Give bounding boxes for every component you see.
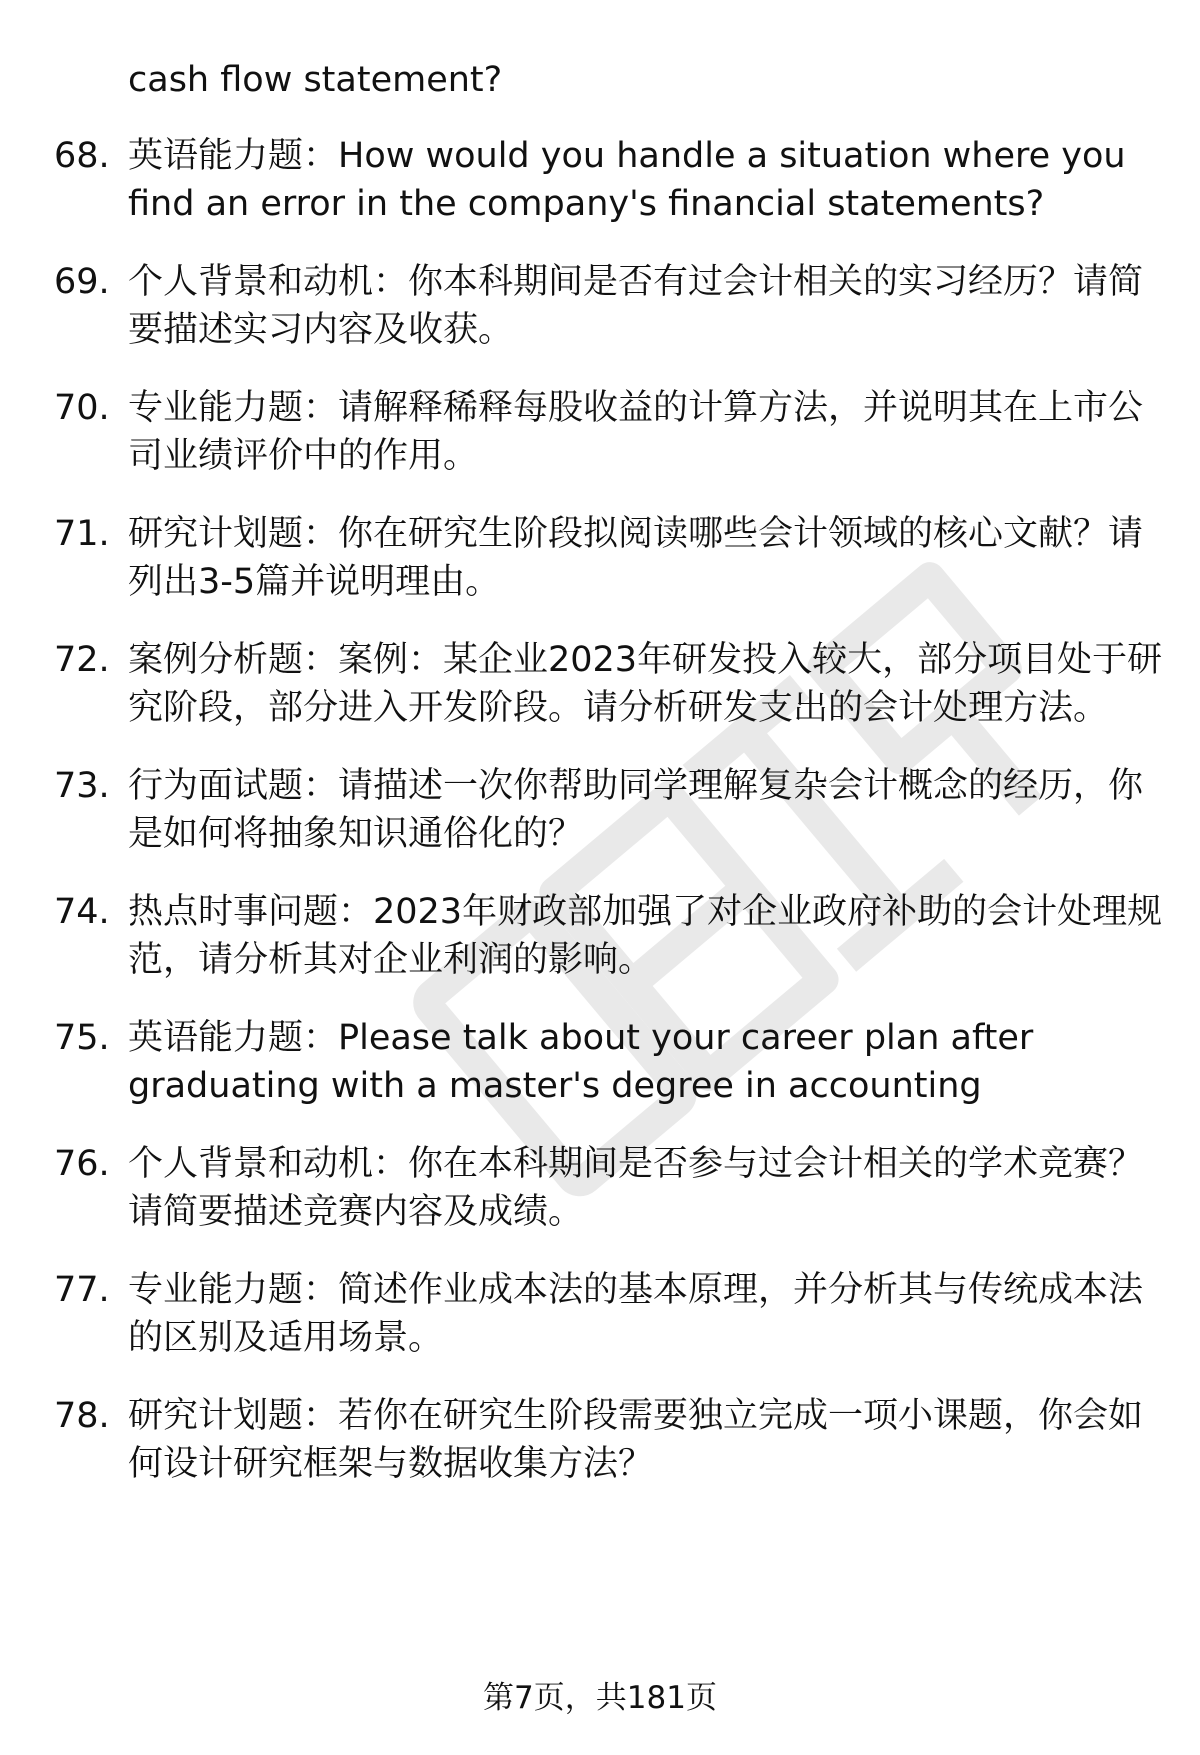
question-item	[0, 510, 1200, 606]
question-item	[0, 1014, 1200, 1110]
question-list	[0, 132, 1200, 1518]
question-text: 英语能力题：How would you handle a situation where you find an error in the company's financial statements?	[128, 136, 1126, 224]
question-text: 研究计划题：你在研究生阶段拟阅读哪些会计领域的核心文献？请列出3-5篇并说明理由。	[128, 514, 1144, 602]
question-item	[0, 1392, 1200, 1488]
page-number-footer: 第7页，共181页	[483, 1680, 717, 1716]
question-number: 75.	[54, 1018, 110, 1058]
question-number: 78.	[54, 1396, 110, 1436]
question-number: 71.	[54, 514, 110, 554]
question-item	[0, 258, 1200, 354]
question-number: 68.	[54, 136, 110, 176]
question-text: 个人背景和动机：你在本科期间是否参与过会计相关的学术竞赛？请简要描述竞赛内容及成绩。	[128, 1144, 1144, 1232]
question-text: 行为面试题：请描述一次你帮助同学理解复杂会计概念的经历，你是如何将抽象知识通俗化的？	[128, 766, 1144, 854]
question-number: 74.	[54, 892, 110, 932]
question-text: 专业能力题：简述作业成本法的基本原理，并分析其与传统成本法的区别及适用场景。	[128, 1270, 1144, 1358]
question-number: 69.	[54, 262, 110, 302]
question-text: 英语能力题：Please talk about your career plan after graduating with a master's degree in accounting	[128, 1018, 1034, 1106]
question-text: 个人背景和动机：你本科期间是否有过会计相关的实习经历？请简要描述实习内容及收获。	[128, 262, 1144, 350]
question-number: 70.	[54, 388, 110, 428]
question-item	[0, 1140, 1200, 1236]
question-text: 案例分析题：案例：某企业2023年研发投入较大，部分项目处于研究阶段，部分进入开发阶段。请分析研发支出的会计处理方法。	[128, 640, 1163, 728]
question-item	[0, 132, 1200, 228]
continuation-line: cash flow statement?	[128, 60, 503, 100]
question-text: 专业能力题：请解释稀释每股收益的计算方法，并说明其在上市公司业绩评价中的作用。	[128, 388, 1144, 476]
question-item	[0, 1266, 1200, 1362]
question-number: 76.	[54, 1144, 110, 1184]
question-item	[0, 888, 1200, 984]
question-number: 73.	[54, 766, 110, 806]
question-number: 77.	[54, 1270, 110, 1310]
question-number: 72.	[54, 640, 110, 680]
question-item	[0, 384, 1200, 480]
question-item	[0, 762, 1200, 858]
question-text: 研究计划题：若你在研究生阶段需要独立完成一项小课题，你会如何设计研究框架与数据收集方法？	[128, 1396, 1144, 1484]
question-item	[0, 636, 1200, 732]
question-text: 热点时事问题：2023年财政部加强了对企业政府补助的会计处理规范，请分析其对企业利润的影响。	[128, 892, 1163, 980]
